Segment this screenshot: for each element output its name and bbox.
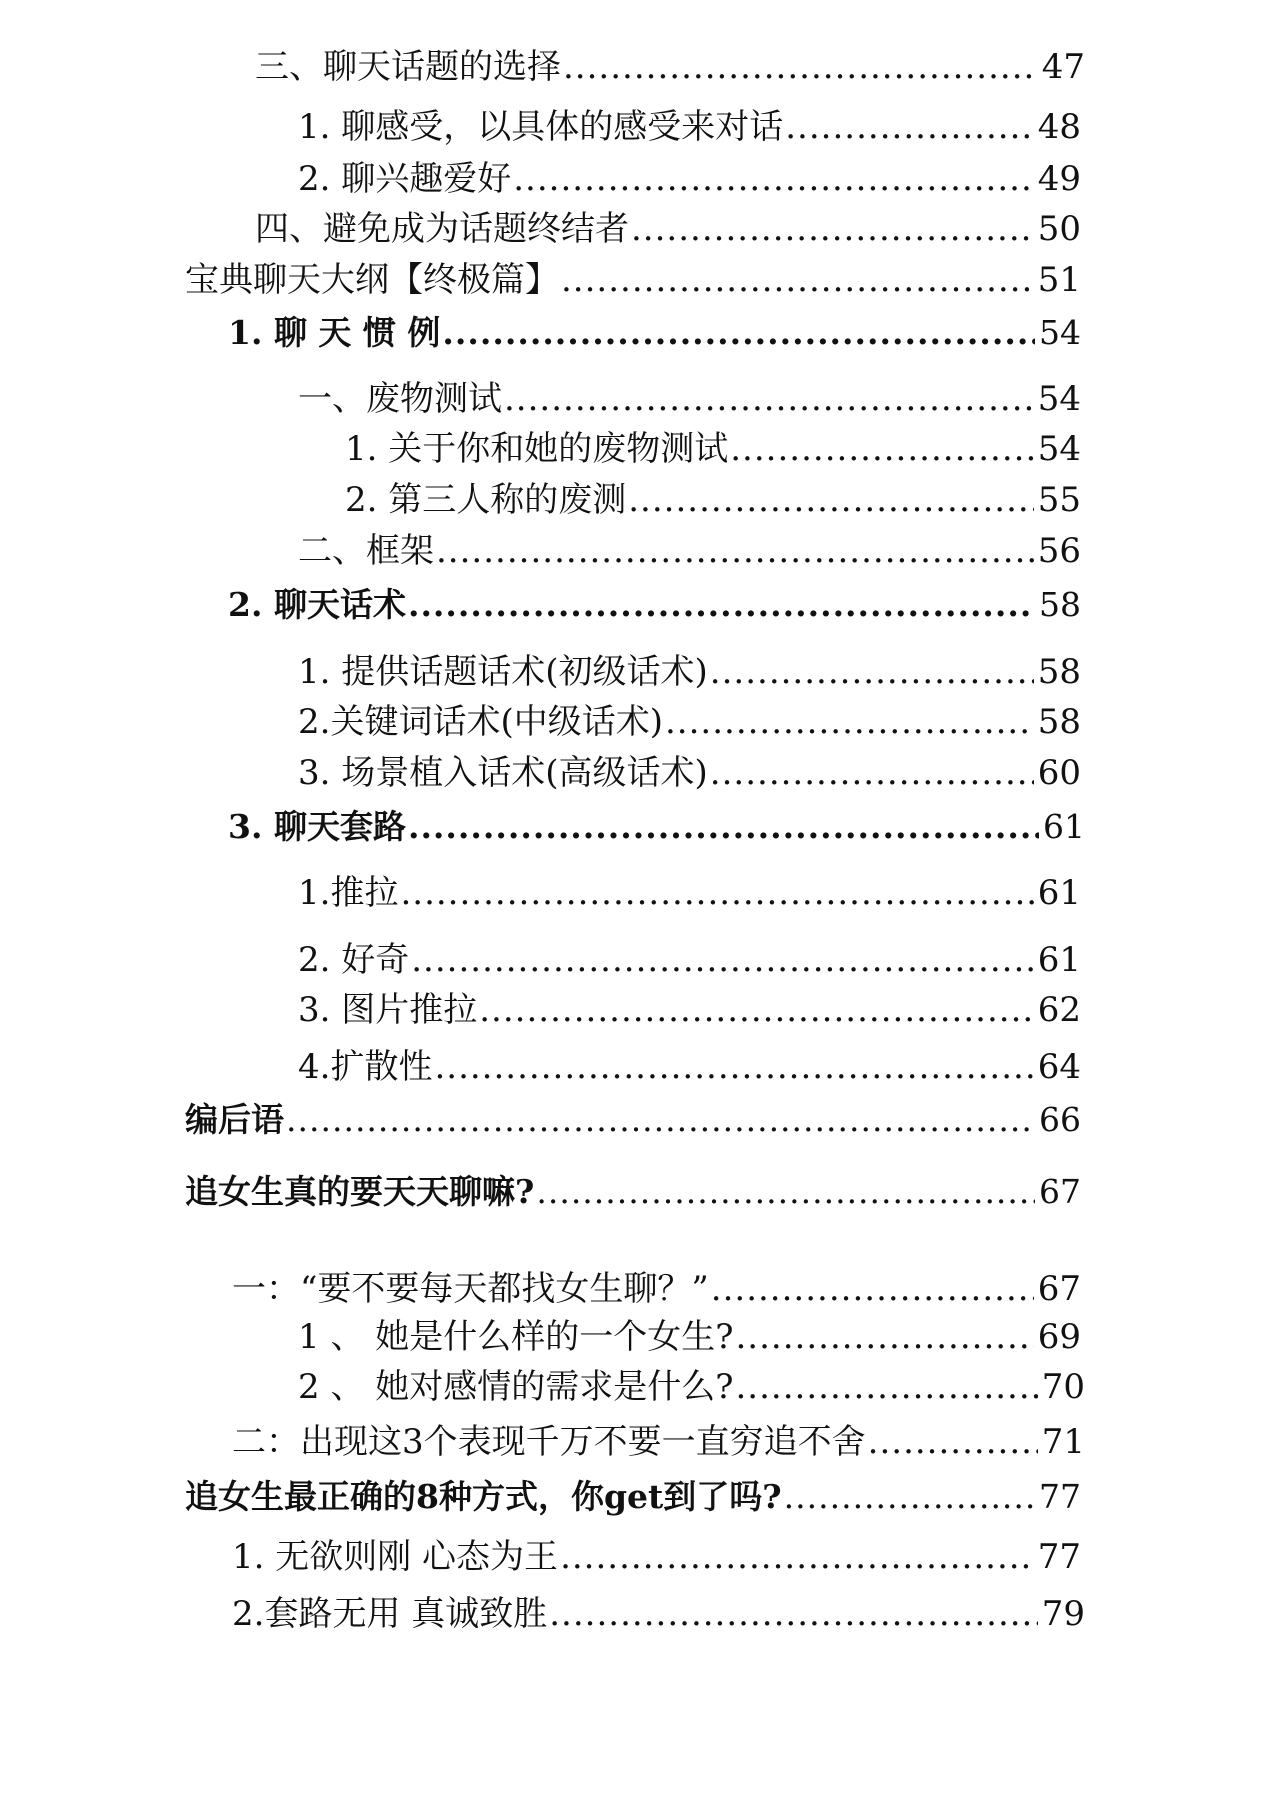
toc-entry-title: 1. 提供话题话术(初级话术): [298, 652, 708, 692]
toc-entry: [232, 1594, 1085, 1634]
toc-entry-page: 77: [1039, 1477, 1081, 1516]
toc-entry: [232, 1422, 1085, 1462]
toc-entry: [298, 159, 1081, 199]
toc-entry: [298, 940, 1081, 980]
toc-entry-title: 1 、 她是什么样的一个女生?: [298, 1317, 734, 1357]
toc-entry-title: 4.扩散性: [298, 1047, 433, 1087]
toc-entry-title: 3. 图片推拉: [298, 990, 478, 1030]
toc-entry: [298, 531, 1081, 571]
toc-entry: [298, 1367, 1085, 1407]
toc-entry: [228, 313, 1081, 352]
toc-entry-title: 二：出现这3个表现千万不要一直穷追不舍: [232, 1422, 866, 1462]
toc-entry: [298, 990, 1081, 1030]
toc-entry: [185, 1100, 1081, 1139]
toc-entry: [345, 480, 1081, 520]
toc-entry-title: 2. 聊兴趣爱好: [298, 159, 512, 199]
toc-entry-page: 54: [1039, 313, 1081, 352]
dot-leader: [400, 876, 1033, 910]
toc-entry: [298, 379, 1081, 419]
toc-entry-title: 2 、 她对感情的需求是什么?: [298, 1367, 734, 1407]
toc-entry-page: 54: [1037, 379, 1081, 419]
dot-leader: [479, 993, 1033, 1027]
toc-entry-page: 61: [1037, 940, 1081, 980]
toc-entry: [232, 1269, 1081, 1309]
dot-leader: [735, 1370, 1037, 1404]
dot-leader: [710, 655, 1034, 689]
toc-entry-page: 47: [1041, 47, 1085, 87]
toc-entry-title: 3. 聊天套路: [228, 807, 406, 846]
dot-leader: [785, 110, 1033, 144]
dot-leader: [504, 382, 1034, 416]
toc-entry-page: 67: [1039, 1172, 1081, 1211]
toc-entry-page: 54: [1037, 429, 1081, 469]
dot-leader: [408, 810, 1039, 843]
toc-entry: [298, 1047, 1081, 1087]
toc-entry-title: 2.套路无用 真诚致胜: [232, 1594, 548, 1634]
dot-leader: [710, 756, 1034, 790]
dot-leader: [784, 1480, 1035, 1513]
dot-leader: [730, 432, 1033, 466]
toc-entry: [185, 1477, 1081, 1516]
toc-entry-page: 69: [1037, 1317, 1081, 1357]
toc-entry: [298, 1317, 1081, 1357]
toc-entry: [185, 1172, 1081, 1211]
toc-entry-page: 62: [1037, 990, 1081, 1030]
toc-entry-title: 1.推拉: [298, 873, 399, 913]
toc-entry: [232, 1537, 1081, 1577]
toc-entry-page: 58: [1037, 702, 1081, 742]
dot-leader: [735, 1320, 1033, 1354]
dot-leader: [549, 1597, 1037, 1631]
toc-entry-title: 一：“要不要每天都找女生聊？”: [232, 1269, 709, 1309]
toc-entry-title: 1. 聊感受，以具体的感受来对话: [298, 107, 784, 147]
toc-entry: [228, 807, 1085, 846]
toc-entry-page: 58: [1037, 652, 1081, 692]
toc-entry-title: 2.关键词话术(中级话术): [298, 702, 663, 742]
toc-entry-title: 2. 好奇: [298, 940, 410, 980]
toc-entry-page: 58: [1039, 585, 1081, 624]
toc-entry: [185, 260, 1081, 300]
toc-entry-page: 50: [1037, 209, 1081, 249]
toc-entry-page: 55: [1037, 480, 1081, 520]
dot-leader: [442, 316, 1035, 349]
dot-leader: [513, 162, 1033, 196]
dot-leader: [436, 534, 1034, 568]
toc-entry-page: 64: [1037, 1047, 1081, 1087]
toc-entry-page: 66: [1039, 1100, 1081, 1139]
toc-entry-title: 四、避免成为话题终结者: [255, 209, 629, 249]
toc-entry: [255, 209, 1081, 249]
toc-entry: [255, 47, 1085, 87]
toc-entry-title: 2. 第三人称的废测: [345, 480, 627, 520]
toc-entry-page: 48: [1037, 107, 1081, 147]
toc-entry: [298, 873, 1081, 913]
toc-entry-page: 61: [1043, 807, 1085, 846]
toc-entry-page: 49: [1037, 159, 1081, 199]
toc-entry: [298, 702, 1081, 742]
dot-leader: [560, 1540, 1034, 1574]
toc-entry-page: 60: [1037, 753, 1081, 793]
toc-entry-page: 77: [1037, 1537, 1081, 1577]
dot-leader: [711, 1272, 1034, 1306]
toc-entry: [298, 107, 1081, 147]
toc-entry: [298, 652, 1081, 692]
dot-leader: [628, 483, 1033, 517]
toc-entry-title: 1. 无欲则刚 心态为王: [232, 1537, 559, 1577]
toc-entry: [298, 753, 1081, 793]
dot-leader: [561, 263, 1034, 297]
toc-entry-title: 2. 聊天话术: [228, 585, 406, 624]
dot-leader: [286, 1103, 1035, 1136]
toc-entry-page: 71: [1041, 1422, 1085, 1462]
toc-entry-title: 二、框架: [298, 531, 434, 571]
toc-entry-page: 51: [1037, 260, 1081, 300]
toc-entry-title: 宝典聊天大纲【终极篇】: [185, 260, 559, 300]
dot-leader: [665, 705, 1034, 739]
dot-leader: [868, 1425, 1038, 1459]
toc-entry: [345, 429, 1081, 469]
toc-entry-title: 编后语: [185, 1100, 284, 1139]
dot-leader: [563, 50, 1038, 84]
toc-entry-title: 追女生真的要天天聊嘛?: [185, 1172, 535, 1211]
toc-entry-title: 1. 聊 天 惯 例: [228, 313, 441, 352]
toc-entry-page: 67: [1037, 1269, 1081, 1309]
toc-entry-title: 三、聊天话题的选择: [255, 47, 561, 87]
toc-entry-title: 3. 场景植入话术(高级话术): [298, 753, 708, 793]
toc-entry-page: 56: [1037, 531, 1081, 571]
dot-leader: [631, 212, 1034, 246]
dot-leader: [536, 1175, 1035, 1208]
toc-entry-title: 一、废物测试: [298, 379, 502, 419]
dot-leader: [408, 588, 1035, 621]
toc-entry-title: 1. 关于你和她的废物测试: [345, 429, 729, 469]
dot-leader: [434, 1050, 1033, 1084]
toc-entry-title: 追女生最正确的8种方式，你get到了吗?: [185, 1477, 782, 1516]
toc-entry-page: 61: [1037, 873, 1081, 913]
dot-leader: [411, 943, 1033, 977]
toc-entry-page: 79: [1041, 1594, 1085, 1634]
toc-entry: [228, 585, 1081, 624]
toc-entry-page: 70: [1041, 1367, 1085, 1407]
